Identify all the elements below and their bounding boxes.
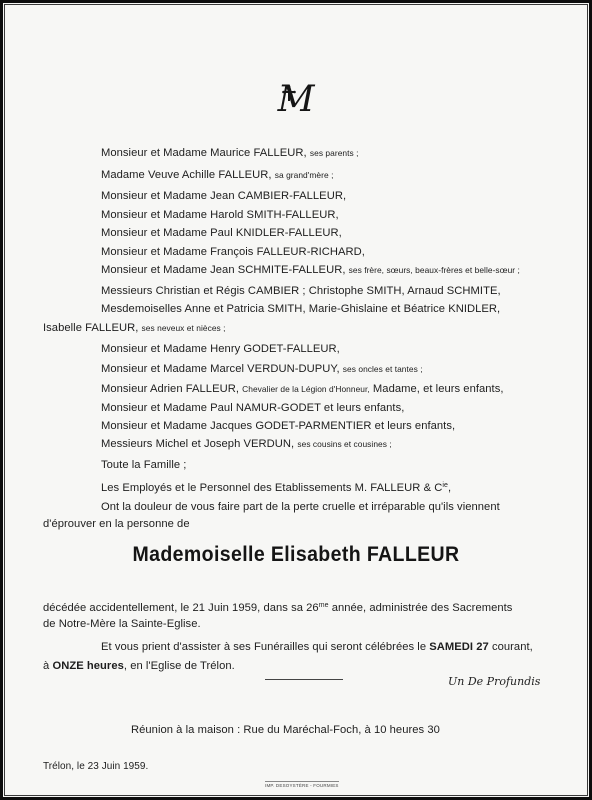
family-line-15: Monsieur et Madame Jacques GODET-PARMENTIER et leurs enfants, [101, 420, 456, 432]
announcement-line-1: Ont la douleur de vous faire part de la perte cruelle et irréparable qu'ils viennent [101, 501, 500, 513]
cross-monogram-icon [261, 79, 331, 119]
printer-imprint: IMP. DESOYSTÈRE - FOURMIES [265, 783, 339, 788]
family-line-17: Toute la Famille ; [101, 459, 187, 471]
family-line-5: Monsieur et Madame Paul KNIDLER-FALLEUR, [101, 227, 342, 239]
family-line-12: Monsieur et Madame Marcel VERDUN-DUPUY, ses oncles et tantes ; [101, 363, 423, 375]
funeral-line-2: à ONZE heures, en l'Eglise de Trélon. [43, 660, 235, 672]
family-line-4: Monsieur et Madame Harold SMITH-FALLEUR, [101, 209, 339, 221]
death-line-2: de Notre-Mère la Sainte-Eglise. [43, 618, 201, 630]
family-line-16: Messieurs Michel et Joseph VERDUN, ses cousins et cousines ; [101, 438, 392, 450]
svg-text:M: M [277, 79, 315, 119]
funeral-line-1: Et vous prient d'assister à ses Funérailles qui seront célébrées le SAMEDI 27 courant, [101, 641, 533, 653]
divider-rule [265, 679, 343, 680]
family-line-11: Monsieur et Madame Henry GODET-FALLEUR, [101, 343, 340, 355]
family-line-8: Messieurs Christian et Régis CAMBIER ; Christophe SMITH, Arnaud SCHMITE, [101, 285, 501, 297]
family-line-3: Monsieur et Madame Jean CAMBIER-FALLEUR, [101, 190, 347, 202]
family-line-2: Madame Veuve Achille FALLEUR, sa grand'mère ; [101, 169, 334, 181]
family-line-14: Monsieur et Madame Paul NAMUR-GODET et leurs enfants, [101, 402, 405, 414]
family-line-7: Monsieur et Madame Jean SCHMITE-FALLEUR, ses frère, sœurs, beaux-frères et belle-sœur ; [101, 264, 520, 276]
family-line-13: Monsieur Adrien FALLEUR, Chevalier de la Légion d'Honneur, Madame, et leurs enfants, [101, 383, 504, 395]
place-date: Trélon, le 23 Juin 1959. [43, 761, 149, 772]
deceased-name: Mademoiselle Elisabeth FALLEUR [132, 543, 460, 566]
announcement-line-2: d'éprouver en la personne de [43, 518, 190, 530]
family-line-10: Isabelle FALLEUR, ses neveux et nièces ; [43, 322, 226, 334]
family-line-6: Monsieur et Madame François FALLEUR-RICHARD, [101, 246, 365, 258]
cross-monogram [3, 79, 589, 119]
death-line-1: décédée accidentellement, le 21 Juin 1959, dans sa $26^{me}$ année, administrée des Sacrements [43, 602, 513, 614]
meeting-line: Réunion à la maison : Rue du Maréchal-Foch, à 10 heures 30 [131, 724, 440, 736]
family-line-9: Mesdemoiselles Anne et Patricia SMITH, Marie-Ghislaine et Béatrice KNIDLER, [101, 303, 501, 315]
de-profundis: Un De Profundis [448, 675, 541, 688]
family-line-18: Les Employés et le Personnel des Etablissements M. FALLEUR & $C^{ie}$, [101, 482, 452, 494]
family-line-1: Monsieur et Madame Maurice FALLEUR, ses parents ; [101, 147, 359, 159]
